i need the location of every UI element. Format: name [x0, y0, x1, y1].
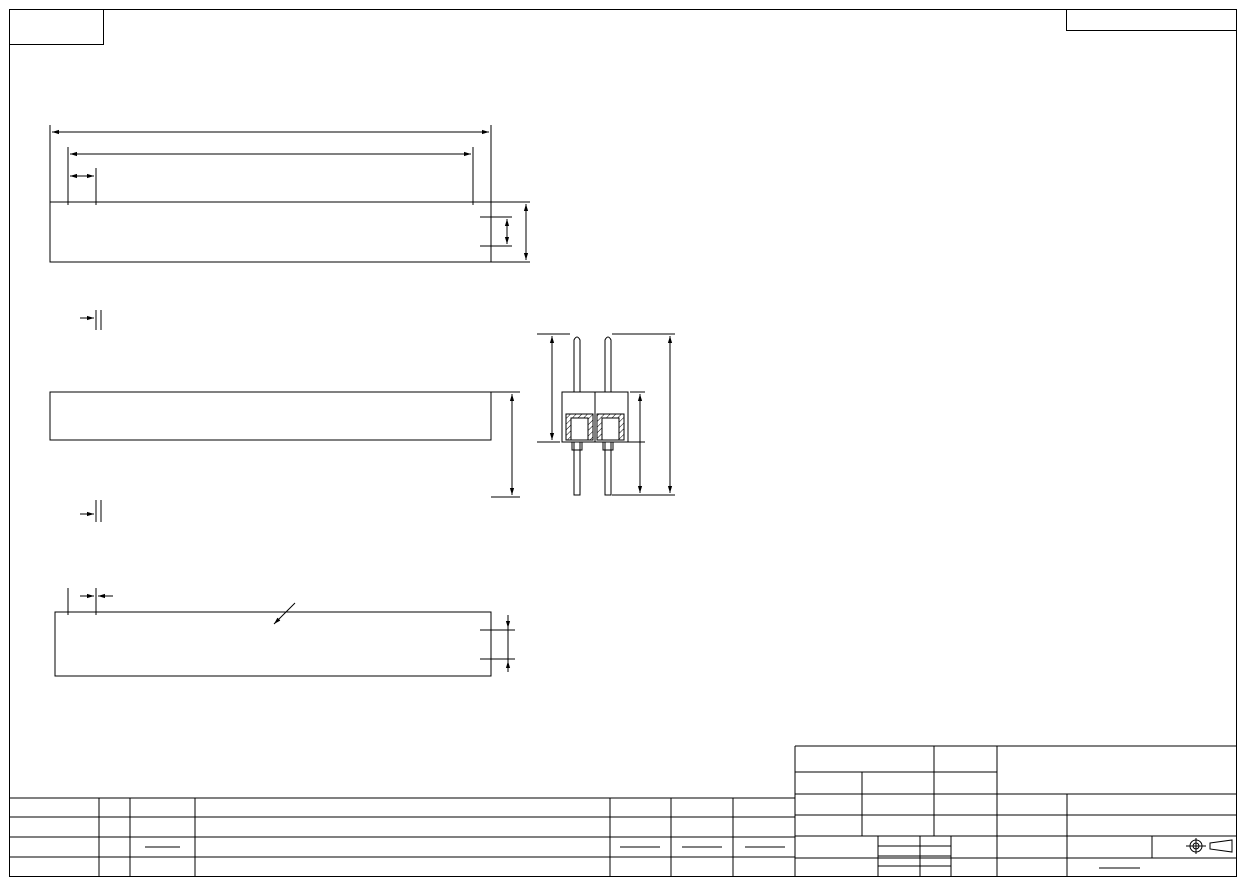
side-view — [50, 310, 520, 522]
pcb-layout — [55, 588, 515, 676]
title-block-lines — [9, 746, 1237, 877]
end-view — [537, 334, 675, 495]
projection-symbol-icon — [1186, 838, 1232, 854]
top-view — [50, 125, 530, 262]
